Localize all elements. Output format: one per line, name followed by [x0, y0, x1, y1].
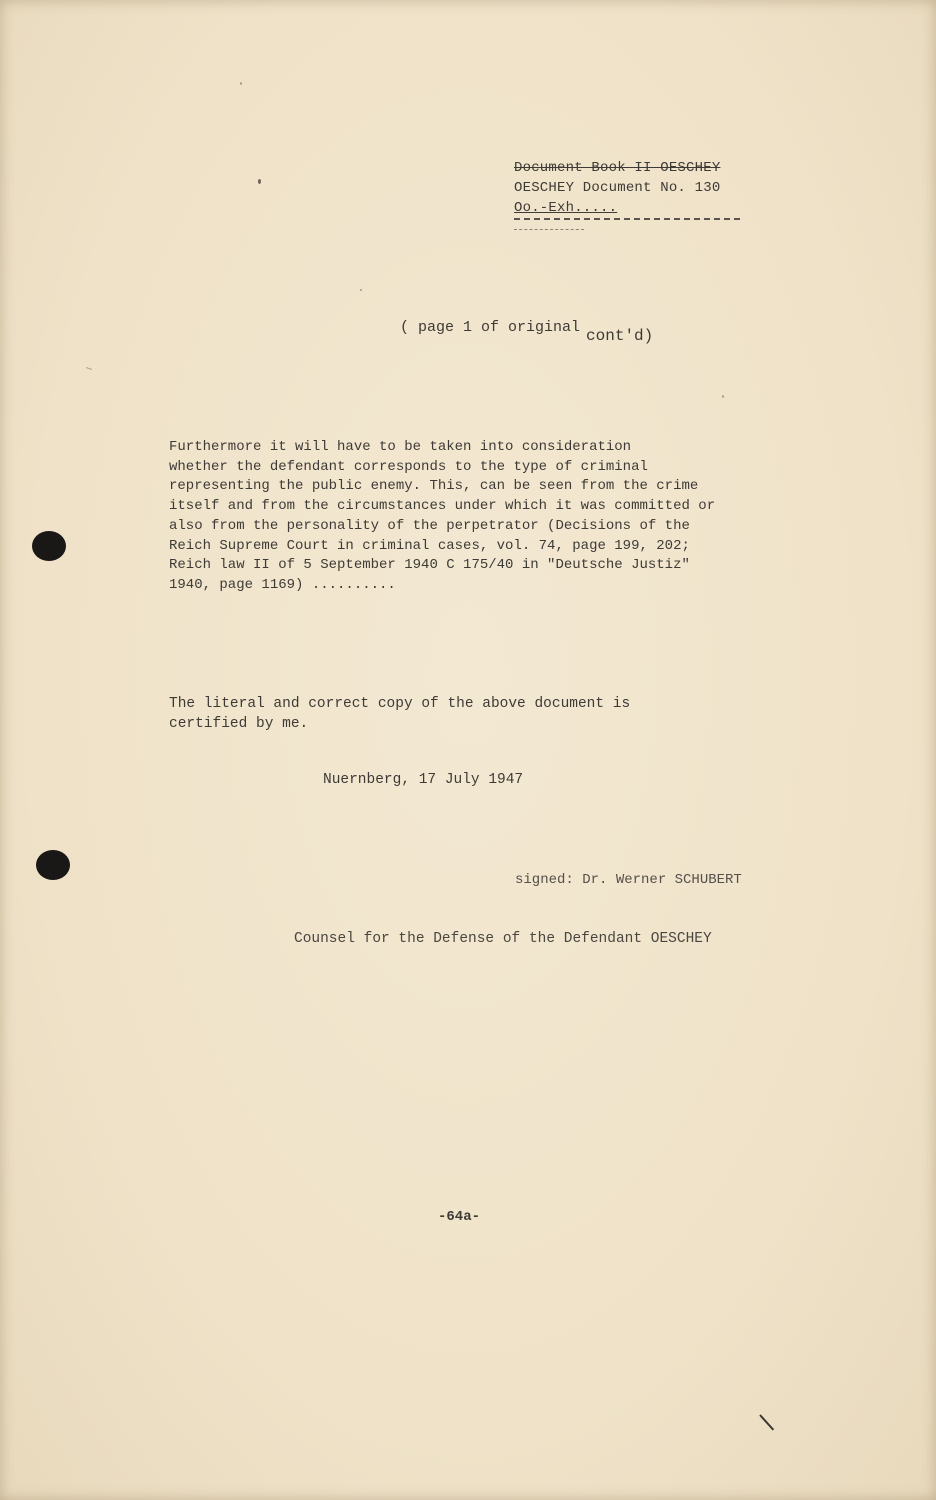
- ink-speck: [258, 179, 261, 184]
- document-header: [514, 158, 774, 218]
- body-paragraph: Furthermore it will have to be taken into consideration whether the defendant corresponds to the type of criminal representing the public enemy. This, can be seen from the crime itself and from the circumstances under which it was committed or also from the personality of the perpetrator (Decisions of the Reich Supreme Court in criminal cases, vol. 74, page 199, 202; Reich law II of 5 September 1940 C 175/40 in "Deutsche Justiz" 1940, page 1169) ..........: [169, 439, 716, 593]
- punch-hole-lower: [36, 850, 70, 880]
- page-note-suffix: cont'd): [586, 327, 654, 345]
- certification-paragraph: The literal and correct copy of the above document is certified by me.: [169, 696, 631, 732]
- ink-speck: [86, 367, 92, 370]
- ink-speck: [360, 289, 362, 291]
- page-continuation-note: [400, 318, 654, 345]
- header-divider-secondary: [514, 229, 584, 230]
- counsel-title-line: Counsel for the Defense of the Defendant OESCHEY: [294, 931, 712, 947]
- signature-line: signed: Dr. Werner SCHUBERT: [515, 872, 742, 888]
- exhibit-label: Oo.-Exh.....: [514, 200, 618, 216]
- pen-mark: [759, 1414, 774, 1430]
- document-number-label: OESCHEY Document No. 130: [514, 180, 721, 196]
- ink-speck: [240, 82, 242, 85]
- page-note-prefix: ( page 1 of original: [400, 319, 581, 336]
- header-divider: [514, 218, 740, 220]
- ink-speck: [722, 395, 724, 398]
- punch-hole-upper: [32, 531, 66, 561]
- document-book-label: Document Book II OESCHEY: [514, 160, 721, 176]
- place-date-line: Nuernberg, 17 July 1947: [323, 772, 524, 788]
- page-number: -64a-: [438, 1209, 481, 1225]
